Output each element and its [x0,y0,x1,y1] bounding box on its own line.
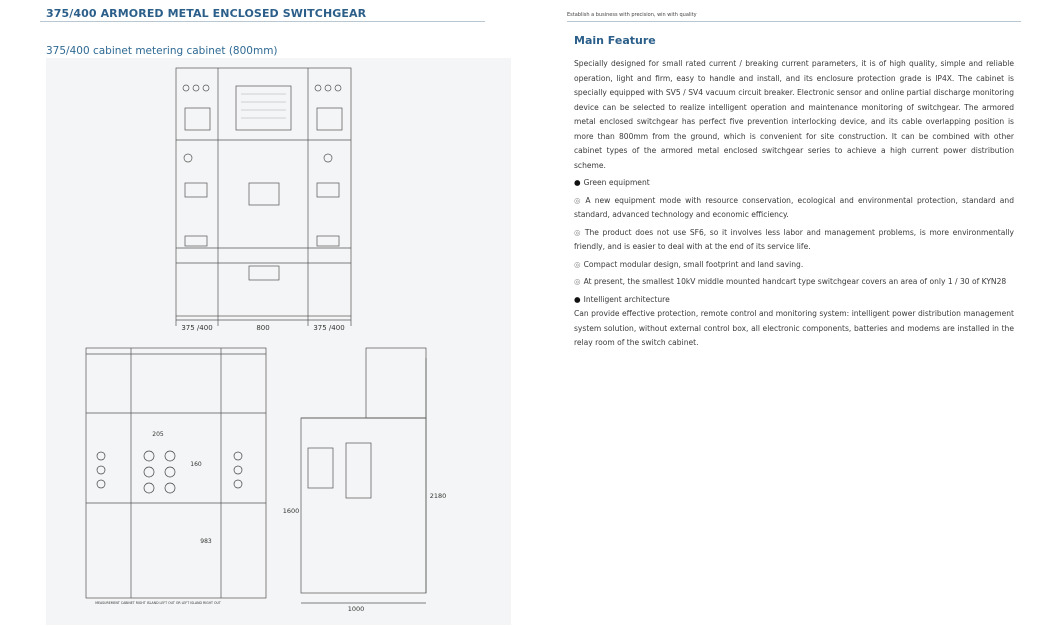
green-item-text: The product does not use SF6, so it involves less labor and management problems, is more environmentally friendly, and is easier to deal with at the end of its service life. [574,227,1014,251]
intelligent-paragraph: Can provide effective protection, remote control and monitoring system: intelligent power distribution management system solution, without external control box, all electronic components, batteries and modems are installed in the relay room of the switch cabinet. [574,309,1014,347]
green-item-text: A new equipment mode with resource conservation, ecological and environmental protection, standard and standard, advanced technology and economic efficiency. [574,195,1015,219]
intelligent-title: Intelligent architecture [583,294,670,304]
main-feature-heading: Main Feature [574,34,656,47]
dim-front-right: 375 /400 [313,324,345,332]
dim-front-left: 375 /400 [181,324,213,332]
bullet-icon: ● [574,178,581,187]
dim-side-total-height: 2180 [429,492,447,500]
green-item [574,275,1014,290]
green-item-text: Compact modular design, small footprint and land saving. [583,259,804,269]
green-item [574,258,1014,273]
circle-bullet-icon: ◎ [574,227,582,237]
green-title: Green equipment [583,178,650,187]
green-item [574,226,1014,255]
left-divider [40,21,485,22]
dim-front-middle: 800 [256,324,270,332]
green-item-text: At present, the smallest 10kV middle mounted handcart type switchgear covers an area of only 1 / 30 of KYN28 [583,277,1007,286]
circle-bullet-icon: ◎ [574,277,581,286]
main-feature-content [574,57,1014,351]
green-equipment-heading [574,176,1014,191]
section-view [86,348,266,605]
front-view [176,68,351,332]
green-item [574,194,1014,223]
dim-section-lower: 983 [200,538,212,545]
dim-side-depth: 1000 [347,605,365,613]
right-divider [567,21,1021,22]
circle-bullet-icon: ◎ [574,259,581,269]
dim-section-height: 160 [190,461,202,468]
bullet-icon: ● [574,294,581,304]
dim-side-height: 1600 [282,507,300,515]
tagline: Establish a business with precision, win with quality [567,12,697,18]
dim-section-width: 205 [152,431,164,438]
drawing-subtitle: 375/400 cabinet metering cabinet (800mm) [46,45,278,57]
section-caption: MEASUREMENT CABINET RIGHT ISLAND LEFT OUT OR LEFT ISLAND RIGHT OUT [95,601,221,605]
intelligent-architecture-heading [574,293,1014,308]
intro-paragraph: Specially designed for small rated current / breaking current parameters, it is of high quality, simple and reliable operation, light and firm, easy to handle and install, and its enclosure protection grade is IP4X. The cabinet is specially equipped with SV5 / SV4 vacuum circuit breaker. Electronic sensor and online partial discharge monitoring device can be selected to realize intelligent operation and maintenance monitoring of switchgear. The armored metal enclosed switchgear has perfect five prevention interlocking device, and its cable overlapping position is more than 800mm from the ground, which is convenient for site construction. It can be combined with other cabinet types of the armored metal enclosed switchgear series to achieve a high current power distribution scheme. [574,59,1014,170]
circle-bullet-icon: ◎ [574,195,583,205]
technical-drawing-panel [46,58,511,625]
switchgear-drawing [46,58,511,625]
left-title: 375/400 ARMORED METAL ENCLOSED SWITCHGEAR [46,7,367,20]
side-view [283,348,447,613]
